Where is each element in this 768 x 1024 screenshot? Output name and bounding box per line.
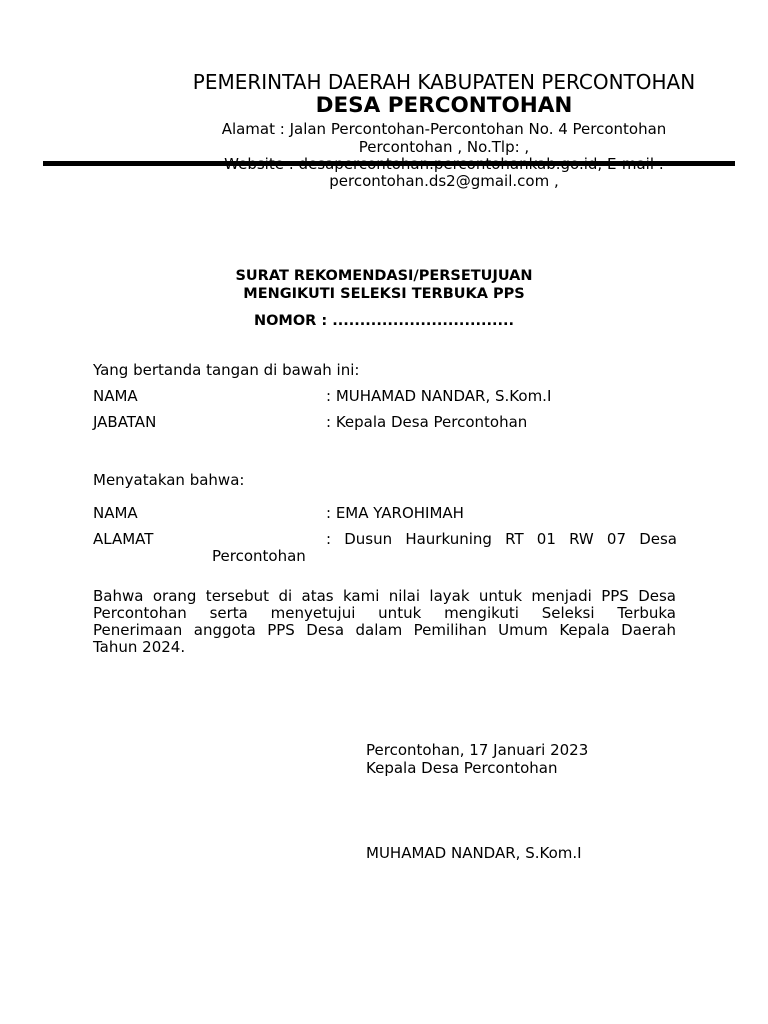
body-line-1: Bahwa orang tersebut di atas kami nilai layak untuk menjadi PPS Desa [93,587,676,605]
address-word: Haurkuning [405,530,492,548]
subject-address-continuation: Percontohan [212,547,306,565]
letterhead-address-line-4: percontohan.ds2@gmail.com , [329,172,559,190]
signature-position: Kepala Desa Percontohan [366,759,558,777]
address-word: : [326,530,332,548]
subject-name-value: : EMA YAROHIMAH [326,504,464,522]
address-word: Desa [639,530,677,548]
subject-address-label: ALAMAT [93,530,154,548]
letterhead-address-line-2: Percontohan , No.Tlp: , [358,138,530,156]
letterhead-government: PEMERINTAH DAERAH KABUPATEN PERCONTOHAN [192,70,696,94]
address-word: 01 [536,530,556,548]
signer-name-value: : MUHAMAD NANDAR, S.Kom.I [326,387,552,405]
signer-position-label: JABATAN [93,413,157,431]
address-word: 07 [606,530,627,548]
letterhead-divider [43,161,735,166]
subject-name-label: NAMA [93,504,138,522]
statement-intro: Menyatakan bahwa: [93,471,245,489]
letterhead-address-line-1: Alamat : Jalan Percontohan-Percontohan No. 4 Percontohan [221,120,667,138]
body-line-3: Penerimaan anggota PPS Desa dalam Pemilihan Umum Kepala Daerah [93,621,676,639]
signer-intro: Yang bertanda tangan di bawah ini: [93,361,360,379]
body-line-2: Percontohan serta menyetujui untuk mengikuti Seleksi Terbuka [93,604,676,622]
body-line-4: Tahun 2024. [93,638,186,656]
letter-number: NOMOR : ................................. [253,313,515,329]
signer-name-label: NAMA [93,387,138,405]
letter-title-line-2: MENGIKUTI SELEKSI TERBUKA PPS [243,286,525,302]
address-word: RT [505,530,524,548]
signature-place-date: Percontohan, 17 Januari 2023 [366,741,589,759]
address-word: RW [569,530,594,548]
letter-title-line-1: SURAT REKOMENDASI/PERSETUJUAN [235,268,533,284]
signer-position-value: : Kepala Desa Percontohan [326,413,528,431]
body-paragraph [93,588,676,656]
address-word: Dusun [344,530,393,548]
subject-address-value [326,530,677,548]
letterhead-village: DESA PERCONTOHAN [315,93,573,118]
signature-name: MUHAMAD NANDAR, S.Kom.I [366,844,582,862]
